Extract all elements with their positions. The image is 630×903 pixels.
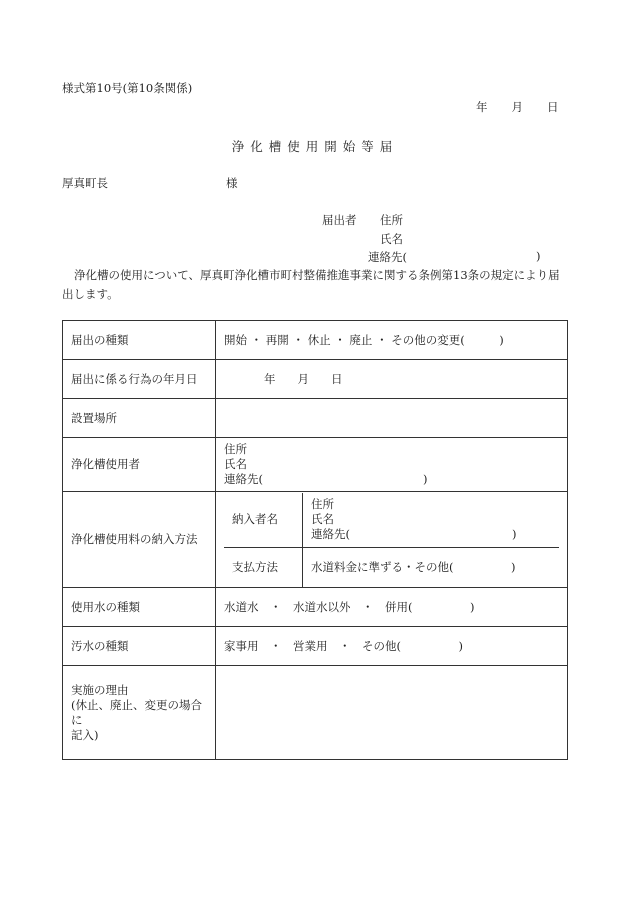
row-sewage: [63, 627, 568, 666]
applicant-contact-label: 連絡先(: [368, 250, 407, 264]
payer-contact-label: 連絡先(: [311, 527, 350, 542]
method-label: 支払方法: [224, 548, 303, 587]
applicant-name-label: 氏名: [380, 232, 403, 246]
fee-subtable: [224, 493, 559, 587]
notification-type-options[interactable]: 開始 ・ 再開 ・ 休止 ・ 廃止 ・ その他の変更( ): [216, 321, 568, 360]
user-label: 浄化槽使用者: [63, 438, 216, 492]
action-date-day: 日: [331, 371, 343, 386]
date-year: 年: [476, 100, 488, 114]
location-field[interactable]: [216, 399, 568, 438]
honorific: 様: [226, 176, 238, 190]
reason-label-line2: (休止、廃止、変更の場合に: [71, 697, 202, 727]
applicant-label: 届出者: [322, 213, 357, 227]
row-reason: [63, 666, 568, 760]
row-fee: [63, 492, 568, 588]
action-date-field[interactable]: [216, 360, 568, 399]
payer-name-label: 氏名: [311, 512, 334, 527]
action-date-year: 年: [264, 371, 276, 386]
reason-label-line3: 記入): [71, 727, 99, 742]
user-field[interactable]: [216, 438, 568, 492]
row-location: [63, 399, 568, 438]
user-contact-label: 連絡先(: [224, 472, 263, 486]
applicant-contact-close: ): [536, 249, 541, 263]
action-date-label: 届出に係る行為の年月日: [63, 360, 216, 399]
fee-details: [216, 492, 568, 588]
submission-date: [476, 99, 559, 115]
water-label: 使用水の種類: [63, 588, 216, 627]
payer-address-label: 住所: [311, 497, 334, 512]
applicant-address-label: 住所: [380, 213, 403, 227]
user-contact-line: [224, 472, 559, 487]
water-options[interactable]: 水道水 ・ 水道水以外 ・ 併用( ): [216, 588, 568, 627]
body-text: 浄化槽の使用について、厚真町浄化槽市町村整備推進事業に関する条例第13条の規定により届出します。: [62, 268, 560, 301]
notification-form-table: [62, 320, 568, 760]
row-action-date: [63, 360, 568, 399]
method-options[interactable]: 水道料金に準ずる・その他( ): [303, 548, 560, 587]
location-label: 設置場所: [63, 399, 216, 438]
reason-label-line1: 実施の理由: [71, 682, 129, 697]
user-name-label: 氏名: [224, 457, 247, 471]
row-notification-type: [63, 321, 568, 360]
payer-contact-close: ): [512, 527, 517, 542]
user-contact-close: ): [423, 472, 428, 486]
sewage-label: 汚水の種類: [63, 627, 216, 666]
addressee: 厚真町長: [62, 176, 108, 190]
action-date-month: 月: [297, 371, 309, 386]
sewage-options[interactable]: 家事用 ・ 営業用 ・ その他( ): [216, 627, 568, 666]
row-water: [63, 588, 568, 627]
fee-label: 浄化槽使用料の納入方法: [63, 492, 216, 588]
form-number: 様式第10号(第10条関係): [62, 81, 193, 95]
notification-type-label: 届出の種類: [63, 321, 216, 360]
row-user: [63, 438, 568, 492]
reason-label: [63, 666, 216, 760]
date-day: 日: [547, 100, 559, 114]
user-address-label: 住所: [224, 442, 247, 456]
page-title: 浄化槽使用開始等届: [231, 139, 399, 154]
date-month: 月: [511, 100, 523, 114]
payer-contact-line: [311, 527, 551, 542]
reason-field[interactable]: [216, 666, 568, 760]
payer-label: 納入者名: [224, 493, 303, 548]
payer-field[interactable]: [303, 493, 560, 548]
